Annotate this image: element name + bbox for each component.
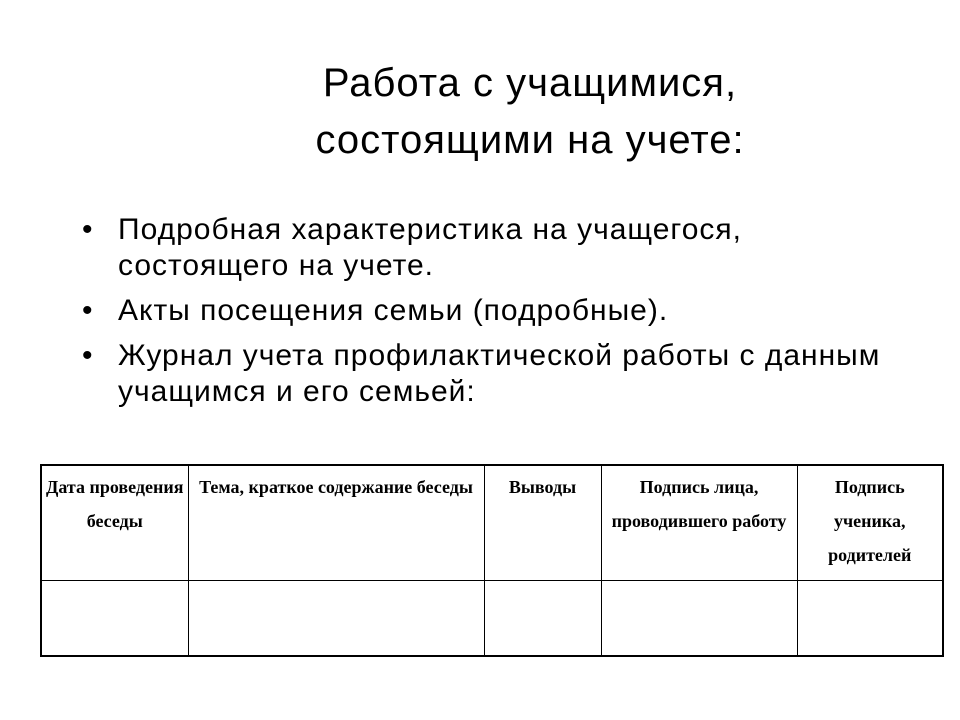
header-conclusions: Выводы xyxy=(484,465,601,580)
bullet-text: Подробная характеристика на учащегося, состоящего на учете. xyxy=(118,213,742,282)
bullet-item-characteristic xyxy=(78,212,918,284)
journal-table xyxy=(40,464,944,657)
slide-title-line-1: Работа с учащимися, xyxy=(322,61,738,105)
bullet-marker: • xyxy=(82,339,94,372)
table-cell-topic xyxy=(188,580,484,656)
header-student-parent-signature: Подпись ученика, родителей xyxy=(797,465,943,580)
bullet-text: Акты посещения семьи (подробные). xyxy=(118,294,669,327)
header-staff-signature: Подпись лица, проводившего работу xyxy=(601,465,797,580)
table-cell-student-parent-signature xyxy=(797,580,943,656)
header-date: Дата проведения беседы xyxy=(41,465,188,580)
table-header-row xyxy=(41,465,943,580)
table-cell-staff-signature xyxy=(601,580,797,656)
header-topic: Тема, краткое содержание беседы xyxy=(188,465,484,580)
table-row xyxy=(41,580,943,656)
bullet-item-family-visit-acts xyxy=(78,293,918,329)
bullet-text: Журнал учета профилактической работы с данным учащимся и его семьей: xyxy=(118,339,881,408)
slide-title-line-2: состоящими на учете: xyxy=(315,118,745,162)
bullet-marker: • xyxy=(82,294,94,327)
slide-title xyxy=(200,55,860,169)
table-cell-date xyxy=(41,580,188,656)
bullet-marker: • xyxy=(82,213,94,246)
table-cell-conclusions xyxy=(484,580,601,656)
bullet-list xyxy=(78,212,918,419)
bullet-item-prevention-journal xyxy=(78,338,918,410)
